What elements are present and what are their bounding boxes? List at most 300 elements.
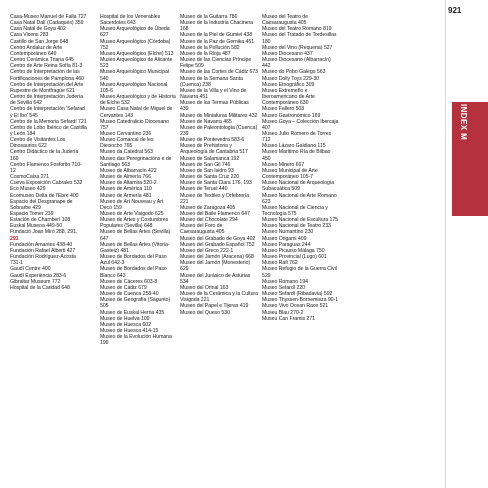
index-entry-pages: 451 (245, 38, 255, 45)
index-entry-pages: 402 (246, 235, 256, 242)
index-entry-pages: 460 (75, 75, 85, 82)
index-entry-title: Museo Nacional de Escultura (262, 217, 330, 224)
index-entry-title: Museo de la Semana Santa (Cuenca) (180, 75, 243, 88)
index-entry (10, 149, 87, 161)
index-entry-pages: 271 (306, 315, 315, 322)
index-entry-title: Museo Dolly Toys (262, 75, 304, 82)
index-entry-title: Museo do Pobo Galego (262, 69, 317, 76)
index-entry-pages: 409 (297, 235, 307, 242)
index-entry-title: Museo Cervantino (100, 130, 143, 137)
index-entry-title: Museo de Altamira (100, 180, 144, 187)
index-entry-pages: 429 (36, 186, 46, 193)
index-entry-title: Museo del Teatro Romano (262, 26, 323, 33)
index-entry-pages: 603-8 (144, 278, 158, 285)
index-entry-pages: 400 (41, 266, 51, 273)
index-entry-title: Museo Origami (262, 235, 298, 242)
index-entry-title: Museo de Salamanca (180, 155, 231, 162)
index-column-4 (262, 14, 340, 322)
index-entry-pages: 168 (180, 26, 189, 33)
index-entry (262, 57, 340, 69)
index-entry-title: Hospital de la Caridad (10, 284, 62, 291)
index-entry-title: Museo Catedralicio Diocesano (100, 118, 169, 125)
index-entry (262, 149, 340, 161)
index-entry (100, 242, 176, 254)
index-entry-title: Eco Museo (10, 186, 37, 193)
index-entry-pages: 159 (113, 204, 122, 211)
index-entry (262, 119, 340, 131)
index-entry-pages: 752 (100, 44, 109, 51)
index-entry-title: Museo del Tratado de Tordesillas (262, 32, 337, 39)
index-entry-title: Museo de Cádiz (100, 284, 139, 291)
index-entry-pages: 505 (100, 303, 109, 310)
index-entry-title: Museo Numantino (262, 229, 305, 236)
index-entry-pages: 176, 193 (232, 180, 252, 187)
index-entry-title: Museo de Bellas Artes (Vitoria-Gasteiz) (100, 241, 170, 254)
index-entry-pages: 523 (100, 63, 109, 70)
index-entry-title: Museo Arqueológico de Úbeda (100, 26, 170, 33)
index-entry-title: Centro de Visitantes Los Dinosaurios (10, 137, 66, 150)
index-entry-title: Museo de Cáceres (100, 278, 145, 285)
index-entry-title: CosmoCaixa (10, 174, 41, 181)
index-entry-title: Museo Provincial (Lugo) (262, 254, 319, 261)
index-entry-pages: 90-1 (327, 297, 339, 304)
index-entry-title: Museo de Prehistoria y Arqueología de Cantabria (180, 143, 240, 156)
index-entry-title: Museo Gastronómico (262, 112, 312, 119)
index-entry (262, 193, 340, 205)
index-entry-pages: 442 (262, 63, 271, 70)
index-entry-pages: 222-1 (220, 247, 234, 254)
index-entry-title: Museo Lázaro Galdiano (262, 143, 318, 150)
index-entry-title: Museo de Huelva (100, 315, 142, 322)
index-entry-pages: 270-2 (290, 309, 304, 316)
index-entry-title: Museo da Catedral (100, 149, 145, 156)
index-entry-pages: 258-40 (142, 291, 159, 298)
index-entry-title: Ecomuseo Delta de l'Ebre (10, 192, 71, 199)
index-entry-title: Museo de San Gil (180, 161, 222, 168)
index-entry-title: Museo Diocesano (Albarracín) (262, 57, 331, 64)
index-entry-title: Museo Diocesano (262, 50, 305, 57)
index-entry-pages: 422 (148, 167, 157, 174)
index-entry-pages: 359 (74, 20, 84, 27)
index-entry-title: Museo de Huesca (100, 321, 143, 328)
index-entry-title: Centro de Interpretación del Arte Rupestre de Montfragüe (10, 81, 84, 94)
index-entry-pages: 712 (262, 137, 271, 144)
index-entry (180, 310, 258, 316)
index-entry-pages: 294 (229, 217, 238, 224)
index-entry-title: Museo Arqueológico y de Historia de Elche (100, 94, 176, 107)
index-entry-pages: 199 (100, 340, 109, 347)
index-entry-title: Museo de Euskal Herria (100, 309, 156, 316)
index-entry-pages: 623 (262, 198, 271, 205)
index-entry-title: Museo de Miniaturas Militares (180, 112, 249, 119)
index-entry-pages: 520-2 (143, 180, 157, 187)
index-entry-title: Museo de Bordados del Paso Blanco (100, 266, 167, 279)
index-entry-pages: 405 (297, 20, 307, 27)
index-entry-title: Museo de Artes y Costumbres Populares (Sevilla) (100, 217, 169, 230)
index-entry-pages: 81-3 (72, 63, 83, 70)
index-entry-pages: 772 (51, 278, 61, 285)
index-entry-pages: 236 (142, 130, 152, 137)
index-entry-pages: 180 (262, 38, 271, 45)
index-entry-pages: 192 (230, 155, 240, 162)
index-entry-title: Museo del Jurásico de Asturias (180, 272, 251, 279)
index-entry-pages: 509 (195, 63, 204, 70)
index-entry-title: Museo Nacional de Teatro (262, 223, 323, 230)
index-entry-title: Museo de Teruel (180, 186, 219, 193)
index-entry-title: Museo del Orinal (180, 284, 220, 291)
index-entry-pages: 288, 291, (56, 229, 78, 236)
index-entry-pages: 438-40 (56, 241, 73, 248)
index-entry-title: Museo de la Evolución Humana (100, 334, 172, 341)
index-entry-pages: 540 (100, 75, 109, 82)
index-entry-title: Museo Vivo Ocean Race (262, 303, 320, 310)
index-entry-title: Museo de la Pollución (180, 44, 232, 51)
index-entry-pages: 169 (10, 155, 19, 162)
index-entry-pages: 786 (228, 14, 238, 20)
index-entry-pages: 244 (301, 241, 311, 248)
index-entry (100, 254, 176, 266)
index-entry-pages: 432 (248, 112, 258, 119)
index-entry-title: Museo Comarcal de les Dieciocho (100, 137, 154, 150)
index-entry-title: Museo de Almería (100, 174, 143, 181)
index-entry-title: Museo de Zaragoza (180, 204, 227, 211)
index-entry (180, 57, 258, 69)
index-entry-pages: 534 (180, 278, 189, 285)
index-entry-pages: 407 (262, 124, 271, 131)
index-entry (180, 143, 258, 155)
index-entry-pages: 746 (221, 161, 231, 168)
index-entry-pages: 221 (180, 198, 189, 205)
index-entry-pages: 727 (77, 14, 87, 20)
index-entry-pages: 575 (287, 211, 297, 217)
index-entry-title: Espacio Tomer (10, 211, 45, 217)
index-entry-title: Estación de Chamberí (10, 217, 62, 224)
index-entry (100, 39, 176, 51)
index-entry-pages: 667 (295, 161, 305, 168)
index-entry-pages: 449-50 (46, 223, 63, 230)
index-entry-title: Museo Extremeño e Iberoamericano de Arte Contemporáneo (262, 87, 315, 107)
index-entry-title: Museo de Armería (100, 192, 143, 199)
index-entry (10, 229, 87, 241)
index-entry-title: Fundación Amantes (10, 241, 57, 248)
index-entry-pages: 400 (70, 192, 79, 199)
index-entry (100, 106, 176, 118)
index-entry-title: Museo Thyssen-Bornemisza (262, 297, 328, 304)
index-entry-title: Museo Sefardí (Ribadavia) (262, 291, 324, 298)
index-entry-title: Museu Blau (262, 309, 291, 316)
index-entry-title: Museo del Greco (180, 247, 221, 254)
index-entry (100, 119, 176, 131)
index-entry (10, 285, 87, 291)
index-entry-title: Museo del Chocolate (180, 217, 230, 224)
index-entry-title: Museo das Peregrinacións e de Santiago (100, 155, 172, 168)
index-entry-title: Castillo de San Jorge (10, 38, 60, 45)
index-entry-title: Museo del Vino (Requena) (262, 44, 324, 51)
index-entry-pages: 642-3 (111, 260, 125, 267)
index-entry (180, 88, 258, 100)
index-entry (180, 260, 258, 272)
index-entry-title: Museo Etnográfico (262, 81, 306, 88)
page-edge-rule (445, 0, 446, 488)
index-entry-pages: 517 (239, 149, 248, 156)
index-entry-pages: 184 (26, 130, 36, 137)
index-entry-pages: 451 (199, 94, 209, 101)
index-entry-title: Museo de Cuenca (100, 291, 143, 298)
index-entry-title: Museo de Geografía (Sagunto) (100, 297, 171, 304)
index-entry (100, 94, 176, 106)
index-section-label: INDEX M (459, 104, 468, 141)
index-entry-pages: 582 (231, 44, 240, 51)
index-entry-title: Museo Arqueológico Nacional (100, 81, 168, 88)
index-entry-pages: 643 (116, 272, 126, 279)
index-entry-pages: 115 (317, 143, 326, 150)
index-entry-pages: 465 (223, 118, 232, 125)
index-entry-pages: 530 (221, 309, 230, 316)
index-entry-pages: 648 (59, 38, 69, 45)
index-entry-pages: 221 (200, 297, 210, 304)
index-entry-pages: 731-1 (10, 260, 24, 267)
index-entry (100, 199, 176, 211)
index-entry-pages: 230 (304, 229, 314, 236)
index-entry (262, 266, 340, 278)
index-entry-title: Museo Nacional de Ciencia y Tecnología (262, 204, 328, 217)
index-column-1 (10, 14, 87, 291)
index-entry-title: Museo del Teatro de Caesaraugusta (262, 14, 308, 27)
index-entry-title: Museo de las Cortes de Cádiz (180, 69, 250, 76)
index-entry-pages: 481 (142, 192, 152, 199)
index-entry-title: Museo de la Paz de Gernika (180, 38, 246, 45)
index-entry (262, 168, 340, 180)
index-entry-title: Fundació Joan Miró (10, 229, 57, 236)
index-entry (10, 82, 87, 94)
index-entry-title: Museo de la Cerámica y la Cultura Visigoda (180, 291, 258, 304)
index-entry-pages: 647 (241, 211, 250, 217)
index-entry-pages: 450 (262, 155, 271, 162)
index-entry-title: Museo Goya – Colección Ibercaja (262, 118, 339, 125)
index-entry (100, 14, 176, 26)
index-entry-title: Museo de Albarracín (100, 167, 149, 174)
index-entry-pages: 110 (143, 186, 152, 193)
index-entry (262, 88, 340, 106)
index-entry-title: Fundación Rafael Alberti (10, 247, 67, 254)
index-entry-pages: 757 (100, 124, 109, 131)
index-entry-pages: 649 (47, 50, 57, 57)
index-entry (100, 26, 176, 38)
index-entry (180, 223, 258, 235)
index-entry (10, 162, 87, 174)
index-entry-title: Casa Vicens (10, 32, 40, 39)
index-entry-pages: 643 (127, 20, 136, 27)
index-entry-pages: 143 (124, 112, 134, 119)
index-entry-title: Museo Arqueológico de Alicante (100, 57, 173, 64)
index-entry-pages: 108 (61, 217, 71, 224)
index-entry (262, 316, 340, 322)
index-entry-title: Museo Julio Romero de Torres (262, 130, 332, 137)
index-entry (10, 254, 87, 266)
index-entry (180, 193, 258, 205)
page-number: 921 (448, 6, 462, 15)
index-entry-pages: 627 (100, 32, 109, 39)
index-entry-title: Museo Fallero (262, 106, 296, 113)
index-entry-pages: 163 (219, 284, 229, 291)
index-entry-title: Museo Nacional de Arqueología Subacuática (262, 180, 335, 193)
index-entry-title: Museo de la Villa y el Vino de Navarra (180, 87, 247, 101)
index-entry-title: Museo Minero (262, 161, 296, 168)
index-entry-pages: 563 (121, 161, 130, 168)
index-entry-pages: 238 (202, 81, 211, 88)
index-entry-pages: 630 (299, 100, 309, 107)
index-entry-pages: 437 (304, 50, 313, 57)
index-entry-title: Museo de Bordados del Paso Azul (100, 254, 167, 267)
index-entry (262, 32, 340, 44)
index-entry (100, 82, 176, 94)
index-entry-pages: 668 (245, 254, 254, 261)
index-entry-pages: 509 (291, 186, 300, 193)
index-entry-pages: 621 (66, 87, 75, 94)
index-entry (262, 205, 340, 217)
index-entry-pages: 175 (329, 217, 339, 224)
index-entry-pages: 414-15 (142, 327, 159, 334)
index-entry-title: Museo Marítimo Ría de Bilbao (262, 149, 331, 156)
index-entry-pages: 679 (138, 284, 147, 291)
index-entry-title: Museo Nacional de Arte Romano (262, 192, 337, 199)
index-entry-pages: 648 (143, 223, 153, 230)
index-entry (180, 100, 258, 112)
index-entry-pages: 194 (299, 278, 308, 285)
index-entry (100, 229, 176, 241)
index-column-2 (100, 14, 176, 346)
index-entry-pages: 402 (57, 26, 66, 33)
index-entry (100, 137, 176, 149)
index-entry-title: Museo Casa Natal de Miguel de Cervantes (100, 106, 173, 119)
index-entry-title: Museo de Santa Cruz (180, 174, 231, 181)
index-entry-title: Museo de Santa Clara (180, 180, 233, 187)
index-entry-title: Museo del Baile Flamenco (180, 211, 242, 217)
index-entry-pages: 283 (39, 32, 49, 39)
index-entry-title: Centro de Interpretación de las Fortificaciones de Pamplona (10, 69, 80, 82)
index-entry-pages: 405 (226, 204, 236, 211)
index-entry (100, 69, 176, 81)
index-entry-title: Museo del Queso (180, 309, 222, 316)
index-entry-title: Casa-Museo Manuel de Falla (10, 14, 78, 20)
index-entry-title: Museo Refugio de la Guerra Civil (262, 266, 337, 273)
index-entry-title: Museo de la Rioja (180, 50, 223, 57)
index-entry (100, 217, 176, 229)
index-entry-pages: 762 (289, 260, 298, 267)
index-entry-title: Casa Natal Dalí (Cadaqués) (10, 20, 75, 27)
index-entry-title: Gibraltar Museum (10, 278, 52, 285)
index-entry-pages: 752 (245, 241, 255, 248)
index-entry-pages: 766 (142, 174, 151, 181)
index-entry-pages: 439 (180, 106, 189, 113)
index-entry (180, 273, 258, 285)
index-entry-title: Centro de Interpretación Judería de Sevilla (10, 94, 84, 107)
index-entry-title: Centro Didáctico de la Judería (10, 149, 79, 156)
index-entry-title: Museo de San Isidro (180, 167, 229, 174)
index-entry-pages: 625 (155, 211, 164, 217)
index-entry-pages: 427 (66, 247, 76, 254)
index-entry-pages: 487 (222, 50, 231, 57)
index-entry-title: Museo del Grabado Español (180, 241, 246, 248)
index-entry-pages: 532 (121, 100, 130, 107)
index-entry (10, 106, 87, 118)
index-entry (100, 334, 176, 346)
index-entry (10, 125, 87, 137)
index-entry-title: Museo Municipal de Arte Contemporáneo (262, 167, 318, 181)
index-entry-pages: 239 (44, 211, 54, 217)
index-entry (262, 180, 340, 192)
index-entry (10, 69, 87, 81)
index-entry-title: Museo del Papel e Tijeras (180, 303, 240, 310)
index-entry-pages: 109 (141, 315, 150, 322)
index-entry-title: Museo del Jamón (Aracena) (180, 254, 246, 261)
index-entry (262, 131, 340, 143)
index-entry-pages: 532 (73, 180, 83, 187)
index-entry-title: Gaudí Centre (10, 266, 42, 273)
index-entry (100, 156, 176, 168)
index-column-3 (180, 14, 258, 316)
index-entry-title: Museo del Grabado de Goya (180, 235, 247, 242)
index-entry-pages: 563 (316, 69, 326, 76)
index-entry-pages: 673 (249, 69, 258, 76)
index-entry-pages: 622 (38, 143, 47, 150)
index-entry-title: Museo de Arte Visigodo (100, 211, 155, 217)
index-entry-title: Museo Sefardí (262, 284, 297, 291)
index-entry-pages: 765 (123, 143, 133, 150)
index-entry-title: Museo de las Ciencias Príncipe Felipe (180, 57, 252, 70)
index-entry-title: Museo de América (100, 186, 144, 193)
index-entry-pages: 648 (61, 284, 70, 291)
index-entry-title: Museo de Art Nouveau y Art Decó (100, 198, 164, 211)
index-entry-pages: 283-6 (53, 272, 67, 279)
index-entry-title: Centro de Arte Reina Sofía (10, 63, 73, 70)
index-entry (180, 76, 258, 88)
index-entry-pages: 309 (305, 81, 315, 88)
index-entry (10, 137, 87, 149)
index-entry (100, 266, 176, 278)
index-entry-title: Centro Flamenco Fosforito (10, 161, 72, 168)
index-entry-title: Hospital de los Venerables Sacerdotes (100, 14, 161, 27)
index-entry-pages: 220 (296, 284, 305, 291)
index-entry-pages: 592 (323, 291, 333, 298)
index-entry-title: Museo Rafi (262, 260, 290, 267)
index-entry-title: Museo de Bellas Artes (Sevilla) (100, 229, 171, 236)
index-entry-title: Museo de Pontevedra (180, 137, 232, 144)
index-entry-pages: 503 (295, 106, 305, 113)
index-entry-title: Fundación Rodríguez-Acosta (10, 254, 76, 261)
index-entry-pages: 239 (180, 130, 189, 137)
index-entry-title: Centro Andaluz de Arte Contemporáneo (10, 44, 63, 57)
index-entry-title: Centro de la Memoria Sefardí (10, 118, 79, 125)
index-entry (262, 14, 340, 26)
index-entry-title: Centro de Interpretación 'Sefarad y El Ibo' (10, 106, 85, 119)
index-entry-title: Museo Romano (262, 278, 300, 285)
index-entry-pages: 105-6 (100, 87, 114, 94)
index-entry-pages: 513 (164, 50, 174, 57)
index-entry-title: Espacio del Desgranape de Sobrarbe (10, 198, 73, 211)
index-entry (10, 94, 87, 106)
index-entry-pages: 750 (316, 247, 325, 254)
index-entry-pages: 563 (144, 149, 153, 156)
index-entry-title: Museo de la Industria Chacinera (180, 20, 254, 27)
index-entry-pages: 629 (180, 266, 189, 273)
index-entry-pages: 429 (32, 204, 41, 211)
index-entry-title: Centro Cerámica Triana (10, 57, 66, 64)
index-entry-pages: 819 (323, 26, 332, 33)
index-entry (10, 199, 87, 211)
index-entry-title: Museo Picasso Málaga (262, 247, 317, 254)
index-entry-pages: 419 (239, 303, 249, 310)
